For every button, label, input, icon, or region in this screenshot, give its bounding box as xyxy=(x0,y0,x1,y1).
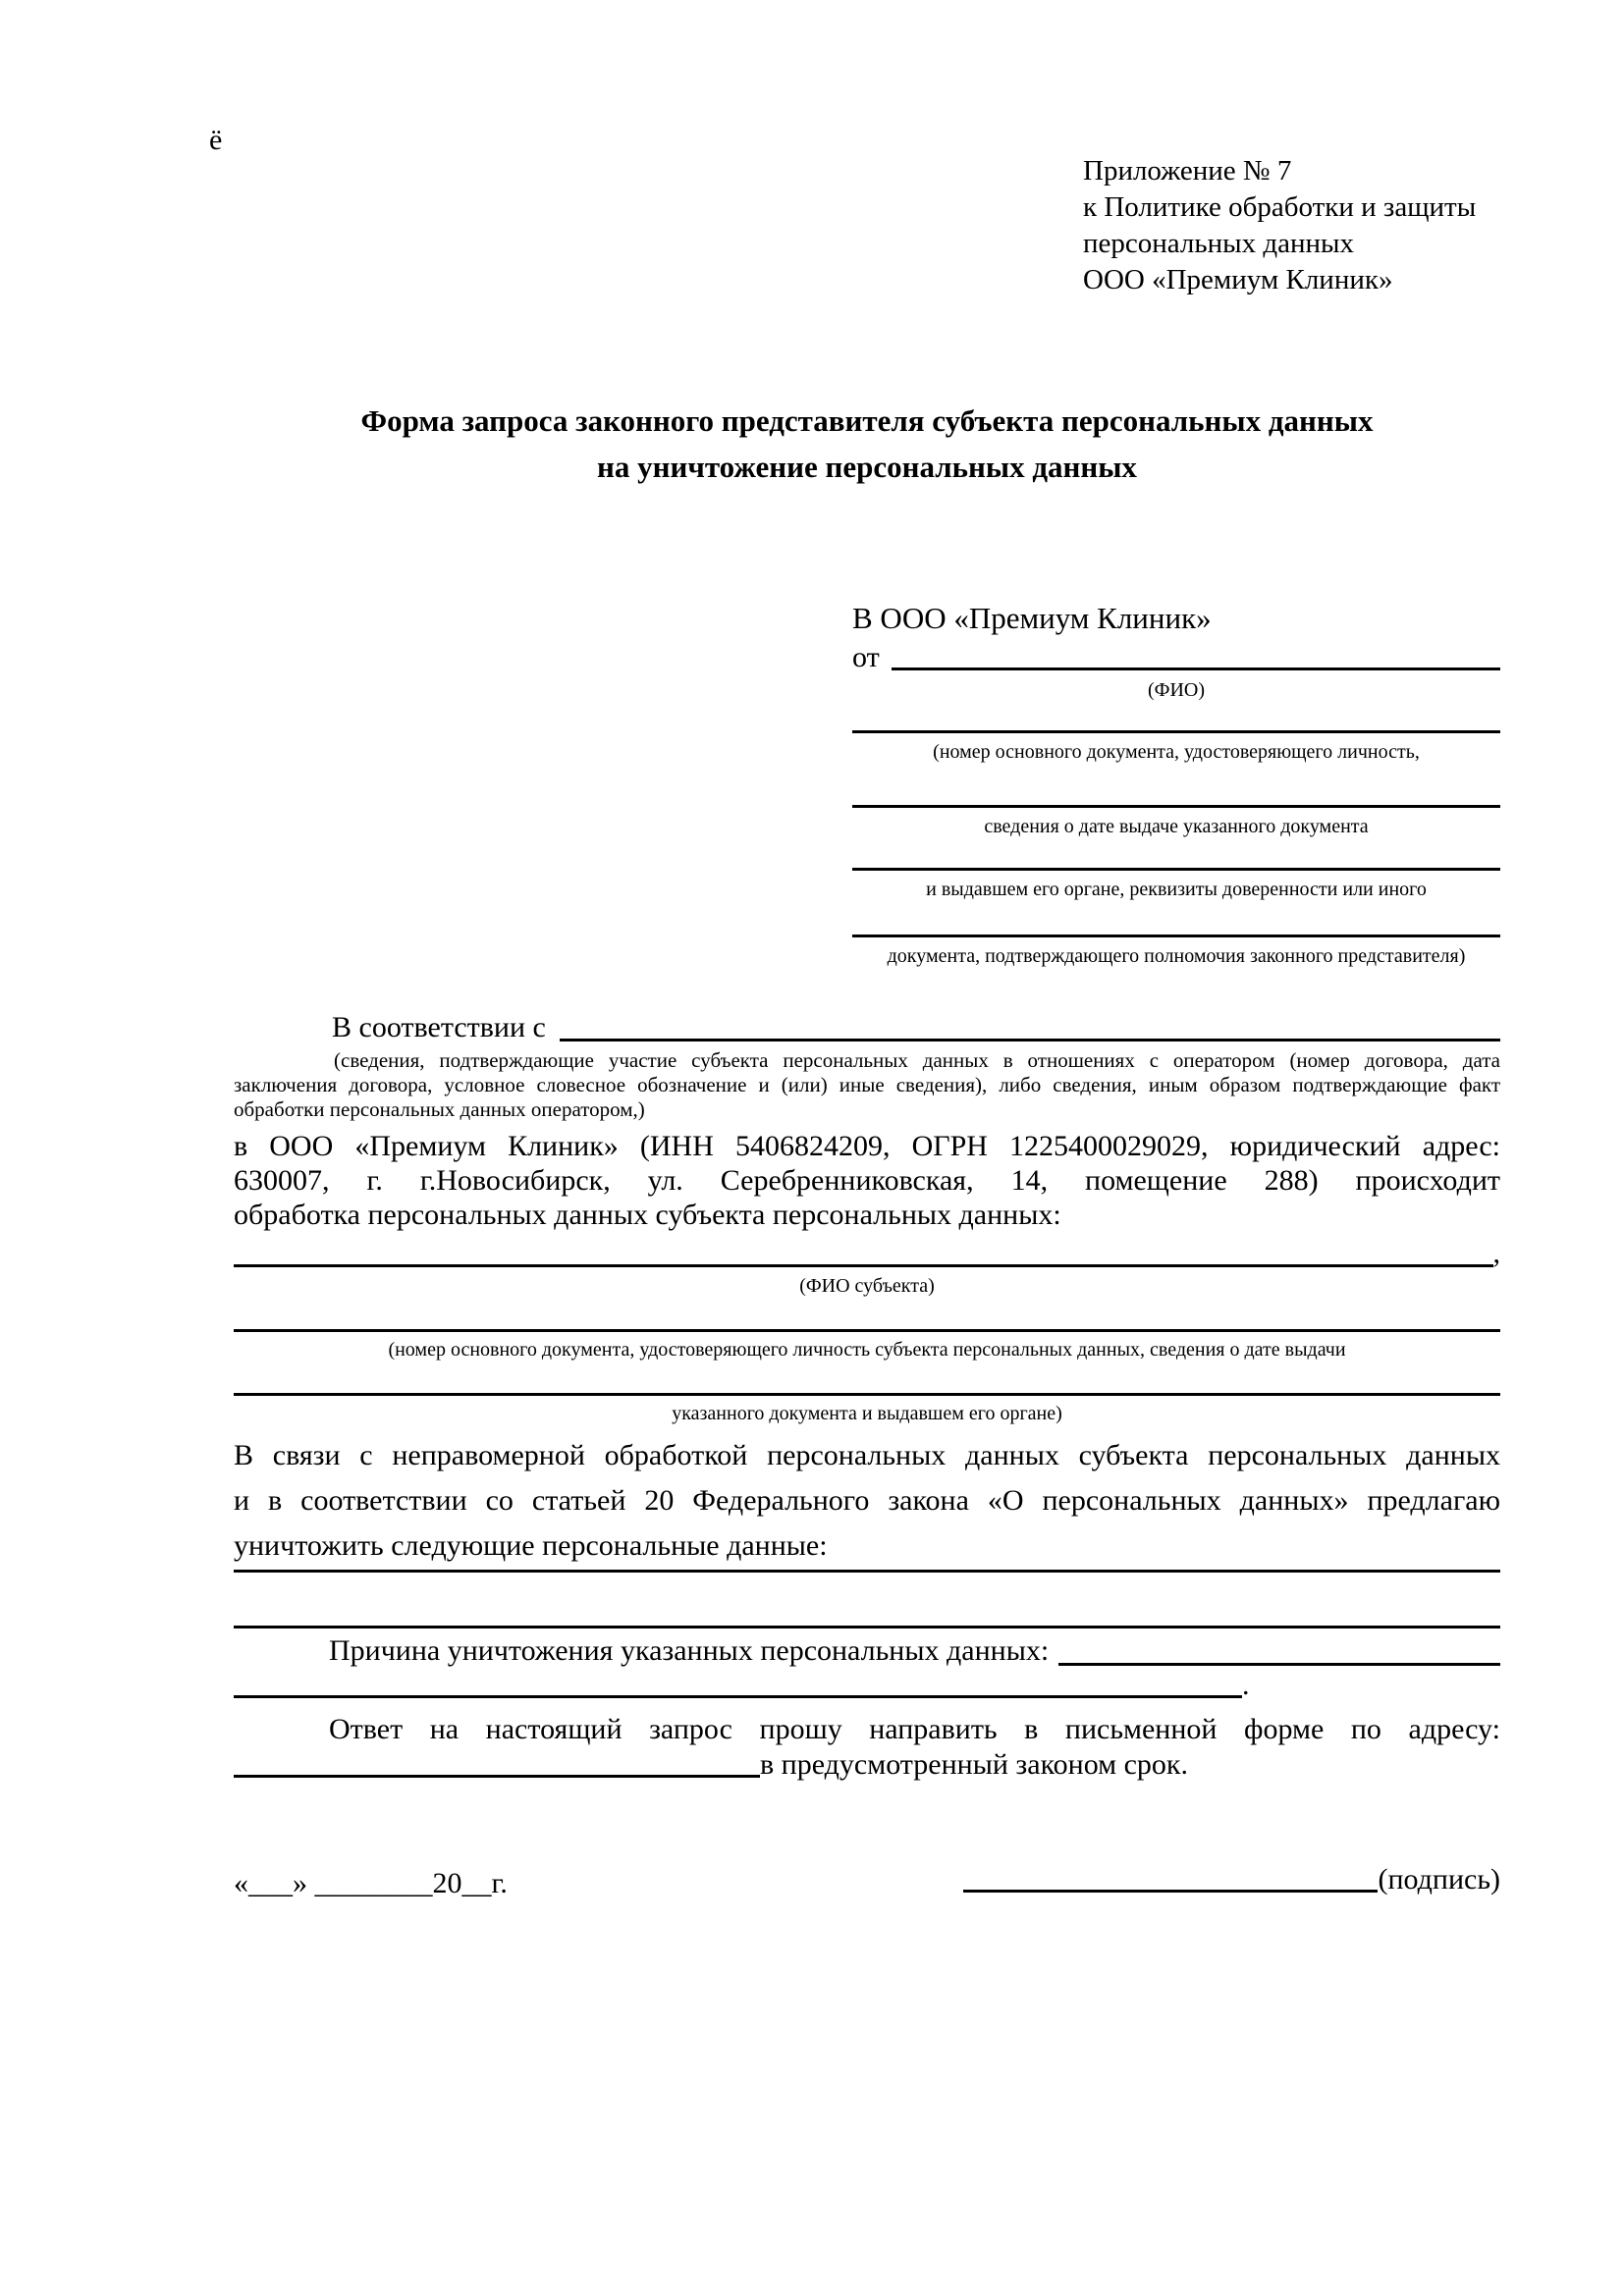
subject-doc-caption: (номер основного документа, удостоверяющего личность субъекта персональных данных, сведения о дате выдачи xyxy=(388,1339,1346,1361)
reply-sentence: Ответ на настоящий запрос прошу направить в письменной форме по адресу: xyxy=(329,1713,1500,1745)
blank-line xyxy=(852,868,1500,871)
accordance-row xyxy=(234,1011,1500,1044)
fio-caption: (ФИО) xyxy=(1147,679,1205,701)
reason-label: Причина уничтожения указанных персональных данных: xyxy=(329,1634,1050,1667)
blank-caption: и выдавшем его органе, реквизиты доверенности или иного xyxy=(926,879,1427,900)
reason-blank-line xyxy=(1058,1663,1500,1666)
appendix-line: ООО «Премиум Клиник» xyxy=(1083,264,1393,295)
from-label: от xyxy=(852,641,880,673)
reply-address-row xyxy=(234,1748,1500,1781)
title-line: на уничтожение персональных данных xyxy=(597,450,1137,484)
accordance-blank-line xyxy=(560,1039,1500,1041)
sentence-period: . xyxy=(1242,1669,1250,1701)
paragraph-line: 630007, г. г.Новосибирск, ул. Серебренниковская, 14, помещение 288) происходит xyxy=(234,1164,1500,1197)
address-blank-line xyxy=(234,1775,760,1778)
from-row xyxy=(852,642,1500,673)
blank-line xyxy=(234,1329,1500,1332)
signature-group xyxy=(963,1862,1500,1897)
note-line: заключения договора, условное словесное обозначение и (или) иные сведения), либо сведения, иным образом подтверждающие факт xyxy=(234,1073,1500,1096)
from-blank-line xyxy=(892,667,1500,670)
signature-blank-line xyxy=(963,1890,1378,1893)
blank-caption: документа, подтверждающего полномочия законного представителя) xyxy=(887,945,1466,967)
subject-fio-blank-row xyxy=(234,1237,1500,1270)
paragraph-line: в ООО «Премиум Клиник» (ИНН 5406824209, ОГРН 1225400029029, юридический адрес: xyxy=(234,1130,1500,1162)
paragraph-line: и в соответствии со статьей 20 Федерального закона «О персональных данных» предлагаю xyxy=(234,1484,1500,1517)
signature-caption: (подпись) xyxy=(1378,1863,1500,1896)
subject-doc-caption: указанного документа и выдавшем его органе) xyxy=(672,1403,1062,1424)
note-line: обработки персональных данных оператором,) xyxy=(234,1097,645,1121)
appendix-line: к Политике обработки и защиты xyxy=(1083,191,1477,223)
reply-tail-text: в предусмотренный законом срок. xyxy=(760,1748,1188,1781)
operator-paragraph xyxy=(234,1129,1500,1232)
reason-row xyxy=(234,1632,1500,1669)
blank-line xyxy=(852,730,1500,733)
footer-row xyxy=(234,1862,1500,1901)
blank-line xyxy=(234,1570,1500,1573)
paragraph-line: обработка персональных данных субъекта персональных данных: xyxy=(234,1199,1061,1231)
addressee-org: В ООО «Премиум Клиник» xyxy=(852,601,1212,635)
blank-caption: сведения о дате выдаче указанного документа xyxy=(984,816,1369,837)
paragraph-line: В связи с неправомерной обработкой персональных данных субъекта персональных данных xyxy=(234,1439,1500,1471)
accordance-note xyxy=(234,1048,1500,1122)
title-line: Форма запроса законного представителя субъекта персональных данных xyxy=(360,403,1374,438)
subject-fio-caption: (ФИО субъекта) xyxy=(799,1275,935,1297)
addressee-block xyxy=(852,599,1500,700)
demand-paragraph xyxy=(234,1433,1500,1569)
blank-caption: (номер основного документа, удостоверяющего личность, xyxy=(933,741,1420,763)
blank-line xyxy=(234,1695,1242,1698)
stray-paragraph-char: ё xyxy=(209,124,223,156)
trailing-comma: , xyxy=(1492,1237,1500,1269)
reason-continuation-row xyxy=(234,1669,1500,1701)
appendix-line: Приложение № 7 xyxy=(1083,155,1292,187)
blank-line xyxy=(852,805,1500,808)
appendix-line: персональных данных xyxy=(1083,228,1355,259)
blank-line xyxy=(852,934,1500,937)
blank-line xyxy=(234,1393,1500,1396)
document-title xyxy=(234,398,1500,490)
paragraph-line: уничтожить следующие персональные данные: xyxy=(234,1529,828,1562)
date-blank: «___» ________20__г. xyxy=(234,1867,508,1899)
accordance-lead: В соответствии с xyxy=(332,1011,546,1043)
blank-line xyxy=(234,1626,1500,1629)
appendix-header xyxy=(1083,153,1525,298)
representative-blanks xyxy=(852,730,1500,966)
note-line: (сведения, подтверждающие участие субъекта персональных данных в отношениях с оператором (номер договора, дата xyxy=(334,1048,1500,1072)
blank-line xyxy=(234,1264,1493,1267)
